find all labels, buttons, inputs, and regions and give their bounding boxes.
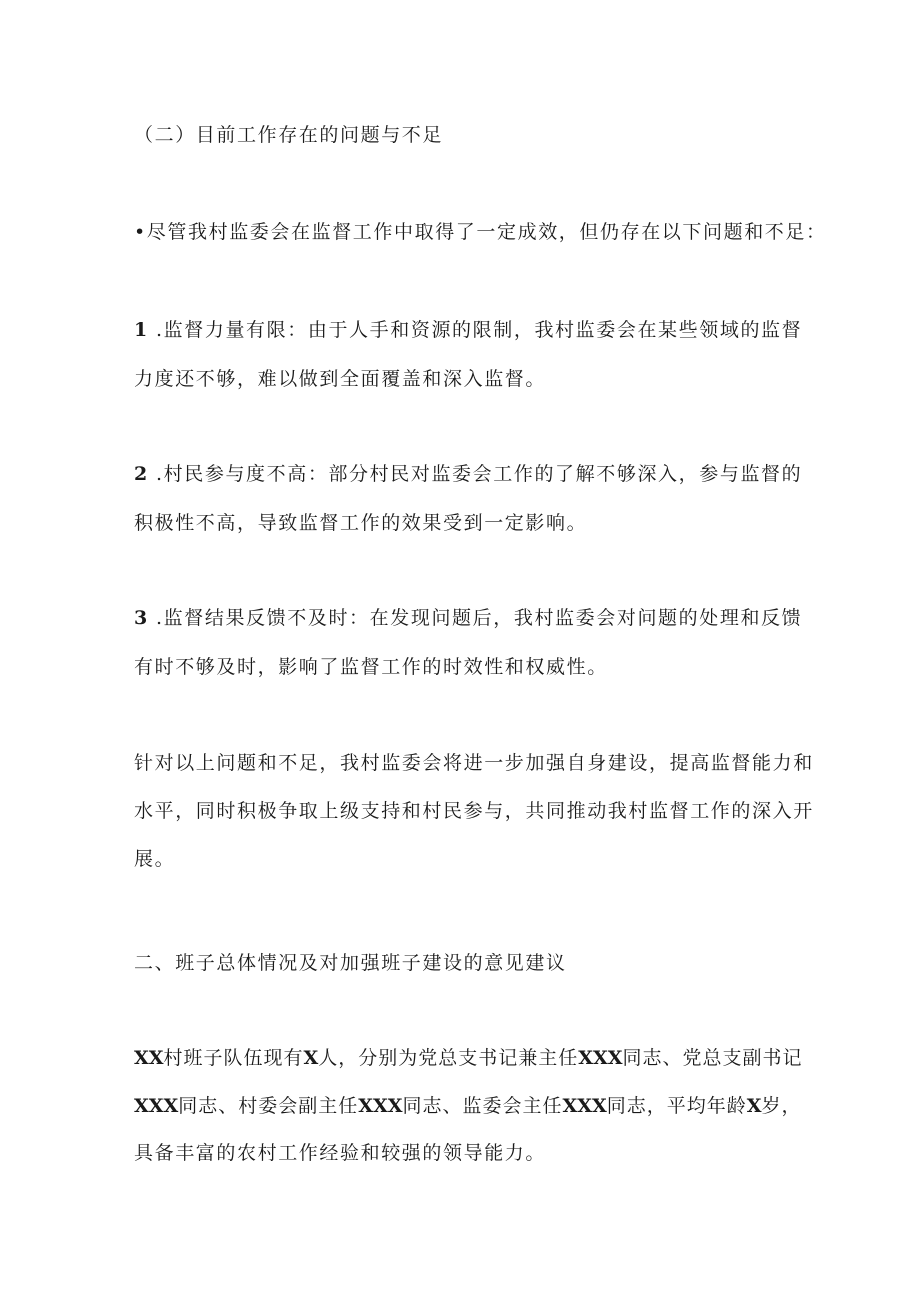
list-item-1-number: 1 xyxy=(134,319,149,341)
list-item-2-line-2: 积极性不高，导致监督工作的效果受到一定影响。 xyxy=(134,512,588,534)
team-text-3: 同志、党总支副书记 xyxy=(622,1047,803,1069)
team-text-6: 同志，平均年龄 xyxy=(606,1095,747,1117)
list-item-2-text: .村民参与度不高：部分村民对监委会工作的了解不够深入，参与监督的 xyxy=(156,463,803,485)
conclusion-line-2: 水平，同时积极争取上级支持和村民参与，共同推动我村监督工作的深入开 xyxy=(134,800,814,822)
placeholder-x-count: X xyxy=(303,1047,319,1069)
section-heading-team: 二、班子总体情况及对加强班子建设的意见建议 xyxy=(134,952,567,974)
list-item-3-line-2: 有时不够及时，影响了监督工作的时效性和权威性。 xyxy=(134,656,608,678)
intro-paragraph: •尽管我村监委会在监督工作中取得了一定成效，但仍存在以下问题和不足： xyxy=(134,221,827,243)
team-line-2 xyxy=(134,1094,802,1118)
team-line-3: 具备丰富的农村工作经验和较强的领导能力。 xyxy=(134,1142,547,1164)
team-text-2: 人，分别为党总支书记兼主任 xyxy=(318,1047,579,1069)
list-item-3-number: 3 xyxy=(134,607,149,629)
placeholder-x-age: X xyxy=(746,1095,762,1117)
conclusion-line-3: 展。 xyxy=(134,848,176,870)
placeholder-xxx-3: XXX xyxy=(358,1095,403,1117)
section-heading-problems: （二）目前工作存在的问题与不足 xyxy=(134,124,444,146)
list-item-3-line-1 xyxy=(134,606,803,630)
team-line-1 xyxy=(134,1046,803,1070)
list-item-3-text: .监督结果反馈不及时：在发现问题后，我村监委会对问题的处理和反馈 xyxy=(156,607,803,629)
placeholder-xxx-2: XXX xyxy=(134,1095,179,1117)
placeholder-xx: XX xyxy=(134,1047,164,1069)
list-item-1-line-2: 力度还不够，难以做到全面覆盖和深入监督。 xyxy=(134,368,547,390)
list-item-2-line-1 xyxy=(134,462,803,486)
list-item-2-number: 2 xyxy=(134,463,149,485)
list-item-1-text: .监督力量有限：由于人手和资源的限制，我村监委会在某些领域的监督 xyxy=(156,319,803,341)
team-text-1: 村班子队伍现有 xyxy=(163,1047,304,1069)
team-text-4: 同志、村委会副主任 xyxy=(178,1095,359,1117)
placeholder-xxx-1: XXX xyxy=(578,1047,623,1069)
conclusion-line-1: 针对以上问题和不足，我村监委会将进一步加强自身建设，提高监督能力和 xyxy=(134,752,814,774)
placeholder-xxx-4: XXX xyxy=(562,1095,607,1117)
team-text-7: 岁， xyxy=(761,1095,802,1117)
list-item-1-line-1 xyxy=(134,318,803,342)
team-text-5: 同志、监委会主任 xyxy=(402,1095,563,1117)
